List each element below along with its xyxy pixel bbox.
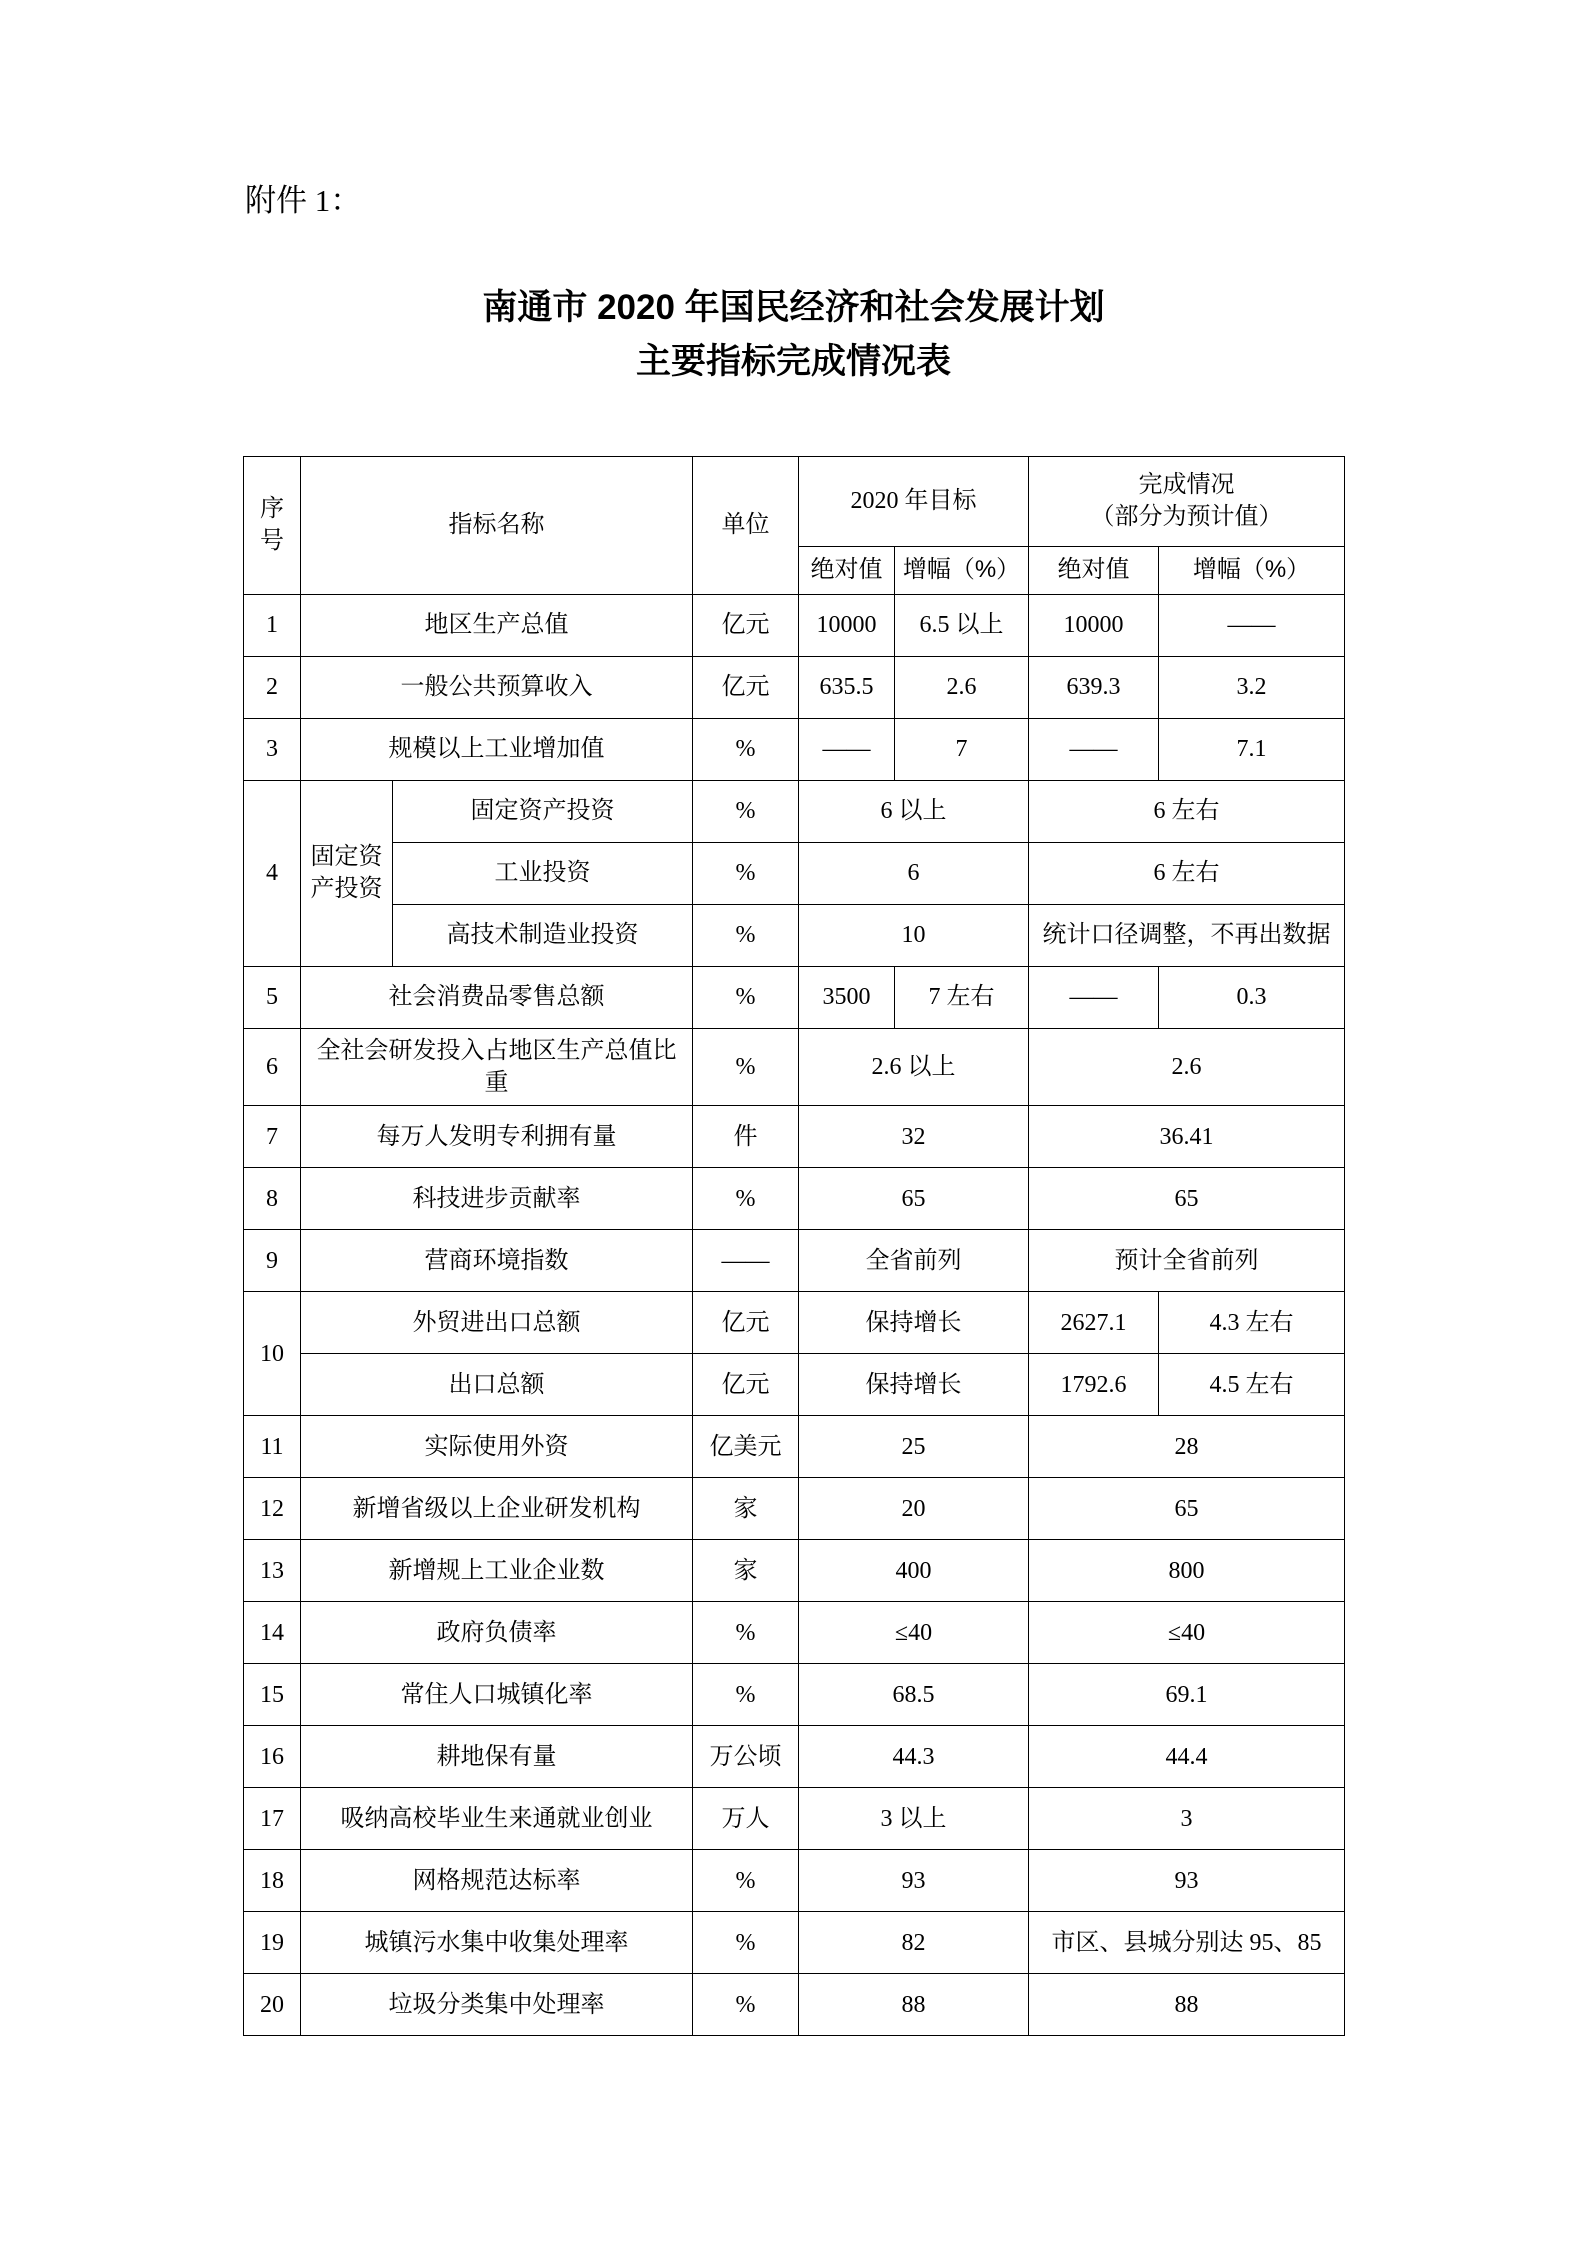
table-row xyxy=(244,1602,1345,1664)
table-row xyxy=(244,842,1345,904)
cell-completion-abs: —— xyxy=(1029,718,1159,780)
cell-indicator-name: 新增省级以上企业研发机构 xyxy=(301,1478,693,1540)
cell-unit: 亿元 xyxy=(693,1354,799,1416)
cell-indicator-name: 高技术制造业投资 xyxy=(393,904,693,966)
table-row xyxy=(244,780,1345,842)
cell-target-merged: 82 xyxy=(799,1912,1029,1974)
cell-target-merged: 6 xyxy=(799,842,1029,904)
cell-unit: % xyxy=(693,1168,799,1230)
table-row xyxy=(244,718,1345,780)
cell-serial: 15 xyxy=(244,1664,301,1726)
cell-serial: 19 xyxy=(244,1912,301,1974)
cell-group-label: 固定资产投资 xyxy=(301,780,393,966)
cell-indicator-name: 每万人发明专利拥有量 xyxy=(301,1106,693,1168)
table-row xyxy=(244,1292,1345,1354)
cell-completion-merged: 88 xyxy=(1029,1974,1345,2036)
cell-serial: 7 xyxy=(244,1106,301,1168)
cell-completion-merged: 800 xyxy=(1029,1540,1345,1602)
header-unit: 单位 xyxy=(693,456,799,594)
cell-completion-growth: —— xyxy=(1159,594,1345,656)
cell-target-abs: 635.5 xyxy=(799,656,895,718)
cell-target-growth: 7 xyxy=(895,718,1029,780)
cell-unit: % xyxy=(693,780,799,842)
table-row xyxy=(244,1478,1345,1540)
table-row xyxy=(244,1028,1345,1106)
cell-completion-growth: 3.2 xyxy=(1159,656,1345,718)
cell-target-merged: 88 xyxy=(799,1974,1029,2036)
cell-completion-growth: 0.3 xyxy=(1159,966,1345,1028)
cell-serial: 2 xyxy=(244,656,301,718)
cell-target-growth: 7 左右 xyxy=(895,966,1029,1028)
cell-unit: % xyxy=(693,1974,799,2036)
cell-completion-merged: 44.4 xyxy=(1029,1726,1345,1788)
table-row xyxy=(244,966,1345,1028)
cell-indicator-name: 全社会研发投入占地区生产总值比重 xyxy=(301,1028,693,1106)
cell-completion-merged: 3 xyxy=(1029,1788,1345,1850)
cell-serial: 17 xyxy=(244,1788,301,1850)
cell-completion-abs: —— xyxy=(1029,966,1159,1028)
cell-completion-merged: 36.41 xyxy=(1029,1106,1345,1168)
cell-target-merged: 44.3 xyxy=(799,1726,1029,1788)
cell-target-growth: 6.5 以上 xyxy=(895,594,1029,656)
cell-completion-merged: ≤40 xyxy=(1029,1602,1345,1664)
cell-serial: 16 xyxy=(244,1726,301,1788)
cell-target-merged: 10 xyxy=(799,904,1029,966)
cell-completion-merged: 65 xyxy=(1029,1168,1345,1230)
cell-target-abs: —— xyxy=(799,718,895,780)
cell-serial: 4 xyxy=(244,780,301,966)
cell-serial: 12 xyxy=(244,1478,301,1540)
document-title-line2: 主要指标完成情况表 xyxy=(635,342,951,382)
cell-indicator-name: 城镇污水集中收集处理率 xyxy=(301,1912,693,1974)
cell-completion-merged: 69.1 xyxy=(1029,1664,1345,1726)
cell-indicator-name: 新增规上工业企业数 xyxy=(301,1540,693,1602)
attachment-label: 附件 1： xyxy=(245,183,362,218)
cell-unit: 家 xyxy=(693,1478,799,1540)
cell-serial: 10 xyxy=(244,1292,301,1416)
cell-unit: 亿元 xyxy=(693,594,799,656)
cell-target-merged: 93 xyxy=(799,1850,1029,1912)
cell-target-merged: 保持增长 xyxy=(799,1354,1029,1416)
table-row xyxy=(244,1912,1345,1974)
cell-completion-merged: 预计全省前列 xyxy=(1029,1230,1345,1292)
document-title xyxy=(243,281,1344,390)
cell-unit: 万人 xyxy=(693,1788,799,1850)
cell-serial: 1 xyxy=(244,594,301,656)
cell-unit: 亿元 xyxy=(693,656,799,718)
table-row xyxy=(244,1416,1345,1478)
cell-target-abs: 10000 xyxy=(799,594,895,656)
document-title-line1: 南通市 2020 年国民经济和社会发展计划 xyxy=(482,288,1105,328)
table-row xyxy=(244,1540,1345,1602)
header-serial: 序号 xyxy=(244,456,301,594)
table-row xyxy=(244,904,1345,966)
table-row xyxy=(244,1664,1345,1726)
cell-target-merged: 65 xyxy=(799,1168,1029,1230)
cell-target-merged: ≤40 xyxy=(799,1602,1029,1664)
cell-unit: —— xyxy=(693,1230,799,1292)
cell-completion-merged: 统计口径调整，不再出数据 xyxy=(1029,904,1345,966)
header-target-group: 2020 年目标 xyxy=(799,456,1029,546)
table-row xyxy=(244,1354,1345,1416)
cell-unit: 万公顷 xyxy=(693,1726,799,1788)
cell-indicator-name: 工业投资 xyxy=(393,842,693,904)
cell-target-merged: 400 xyxy=(799,1540,1029,1602)
cell-completion-merged: 93 xyxy=(1029,1850,1345,1912)
table-row xyxy=(244,1230,1345,1292)
cell-unit: 件 xyxy=(693,1106,799,1168)
cell-completion-abs: 10000 xyxy=(1029,594,1159,656)
cell-unit: 亿美元 xyxy=(693,1416,799,1478)
cell-completion-growth: 4.5 左右 xyxy=(1159,1354,1345,1416)
table-row xyxy=(244,1106,1345,1168)
cell-target-merged: 2.6 以上 xyxy=(799,1028,1029,1106)
cell-indicator-name: 科技进步贡献率 xyxy=(301,1168,693,1230)
cell-serial: 9 xyxy=(244,1230,301,1292)
cell-indicator-name: 吸纳高校毕业生来通就业创业 xyxy=(301,1788,693,1850)
cell-serial: 6 xyxy=(244,1028,301,1106)
cell-indicator-name: 固定资产投资 xyxy=(393,780,693,842)
cell-unit: % xyxy=(693,1664,799,1726)
cell-serial: 3 xyxy=(244,718,301,780)
table-row xyxy=(244,656,1345,718)
cell-indicator-name: 规模以上工业增加值 xyxy=(301,718,693,780)
cell-unit: % xyxy=(693,904,799,966)
cell-serial: 14 xyxy=(244,1602,301,1664)
cell-completion-merged: 6 左右 xyxy=(1029,780,1345,842)
cell-target-merged: 3 以上 xyxy=(799,1788,1029,1850)
header-completion-abs: 绝对值 xyxy=(1029,546,1159,594)
cell-unit: % xyxy=(693,1850,799,1912)
cell-completion-growth: 7.1 xyxy=(1159,718,1345,780)
table-row xyxy=(244,1850,1345,1912)
cell-indicator-name: 网格规范达标率 xyxy=(301,1850,693,1912)
cell-completion-merged: 28 xyxy=(1029,1416,1345,1478)
cell-serial: 8 xyxy=(244,1168,301,1230)
table-header-row xyxy=(244,456,1345,546)
cell-completion-merged: 65 xyxy=(1029,1478,1345,1540)
table-row xyxy=(244,1974,1345,2036)
cell-serial: 5 xyxy=(244,966,301,1028)
table-row xyxy=(244,1168,1345,1230)
table-row xyxy=(244,1788,1345,1850)
cell-serial: 13 xyxy=(244,1540,301,1602)
cell-indicator-name: 耕地保有量 xyxy=(301,1726,693,1788)
cell-unit: % xyxy=(693,842,799,904)
header-target-growth: 增幅（%） xyxy=(895,546,1029,594)
cell-completion-abs: 2627.1 xyxy=(1029,1292,1159,1354)
cell-unit: % xyxy=(693,718,799,780)
cell-target-merged: 6 以上 xyxy=(799,780,1029,842)
cell-completion-abs: 1792.6 xyxy=(1029,1354,1159,1416)
cell-indicator-name: 实际使用外资 xyxy=(301,1416,693,1478)
document-content xyxy=(243,182,1344,2036)
cell-unit: % xyxy=(693,1602,799,1664)
cell-completion-merged: 市区、县城分别达 95、85 xyxy=(1029,1912,1345,1974)
table-row xyxy=(244,1726,1345,1788)
cell-target-abs: 3500 xyxy=(799,966,895,1028)
cell-serial: 11 xyxy=(244,1416,301,1478)
cell-completion-growth: 4.3 左右 xyxy=(1159,1292,1345,1354)
cell-serial: 20 xyxy=(244,1974,301,2036)
cell-indicator-name: 出口总额 xyxy=(301,1354,693,1416)
cell-completion-abs: 639.3 xyxy=(1029,656,1159,718)
header-completion-growth: 增幅（%） xyxy=(1159,546,1345,594)
cell-indicator-name: 政府负债率 xyxy=(301,1602,693,1664)
cell-indicator-name: 营商环境指数 xyxy=(301,1230,693,1292)
header-indicator-name: 指标名称 xyxy=(301,456,693,594)
cell-target-merged: 32 xyxy=(799,1106,1029,1168)
cell-completion-merged: 6 左右 xyxy=(1029,842,1345,904)
cell-completion-merged: 2.6 xyxy=(1029,1028,1345,1106)
cell-indicator-name: 垃圾分类集中处理率 xyxy=(301,1974,693,2036)
cell-unit: % xyxy=(693,1912,799,1974)
cell-unit: 亿元 xyxy=(693,1292,799,1354)
indicators-table xyxy=(243,456,1345,2037)
cell-target-merged: 保持增长 xyxy=(799,1292,1029,1354)
cell-indicator-name: 常住人口城镇化率 xyxy=(301,1664,693,1726)
header-completion-line1: 完成情况 xyxy=(1138,470,1235,498)
cell-indicator-name: 社会消费品零售总额 xyxy=(301,966,693,1028)
cell-serial: 18 xyxy=(244,1850,301,1912)
cell-indicator-name: 地区生产总值 xyxy=(301,594,693,656)
cell-unit: % xyxy=(693,1028,799,1106)
header-completion-group xyxy=(1029,456,1345,546)
cell-target-merged: 20 xyxy=(799,1478,1029,1540)
header-completion-line2: （部分为预计值） xyxy=(1090,503,1283,531)
cell-target-merged: 68.5 xyxy=(799,1664,1029,1726)
cell-target-merged: 25 xyxy=(799,1416,1029,1478)
cell-target-growth: 2.6 xyxy=(895,656,1029,718)
cell-indicator-name: 一般公共预算收入 xyxy=(301,656,693,718)
cell-target-merged: 全省前列 xyxy=(799,1230,1029,1292)
header-target-abs: 绝对值 xyxy=(799,546,895,594)
table-row xyxy=(244,594,1345,656)
cell-unit: 家 xyxy=(693,1540,799,1602)
cell-indicator-name: 外贸进出口总额 xyxy=(301,1292,693,1354)
cell-unit: % xyxy=(693,966,799,1028)
